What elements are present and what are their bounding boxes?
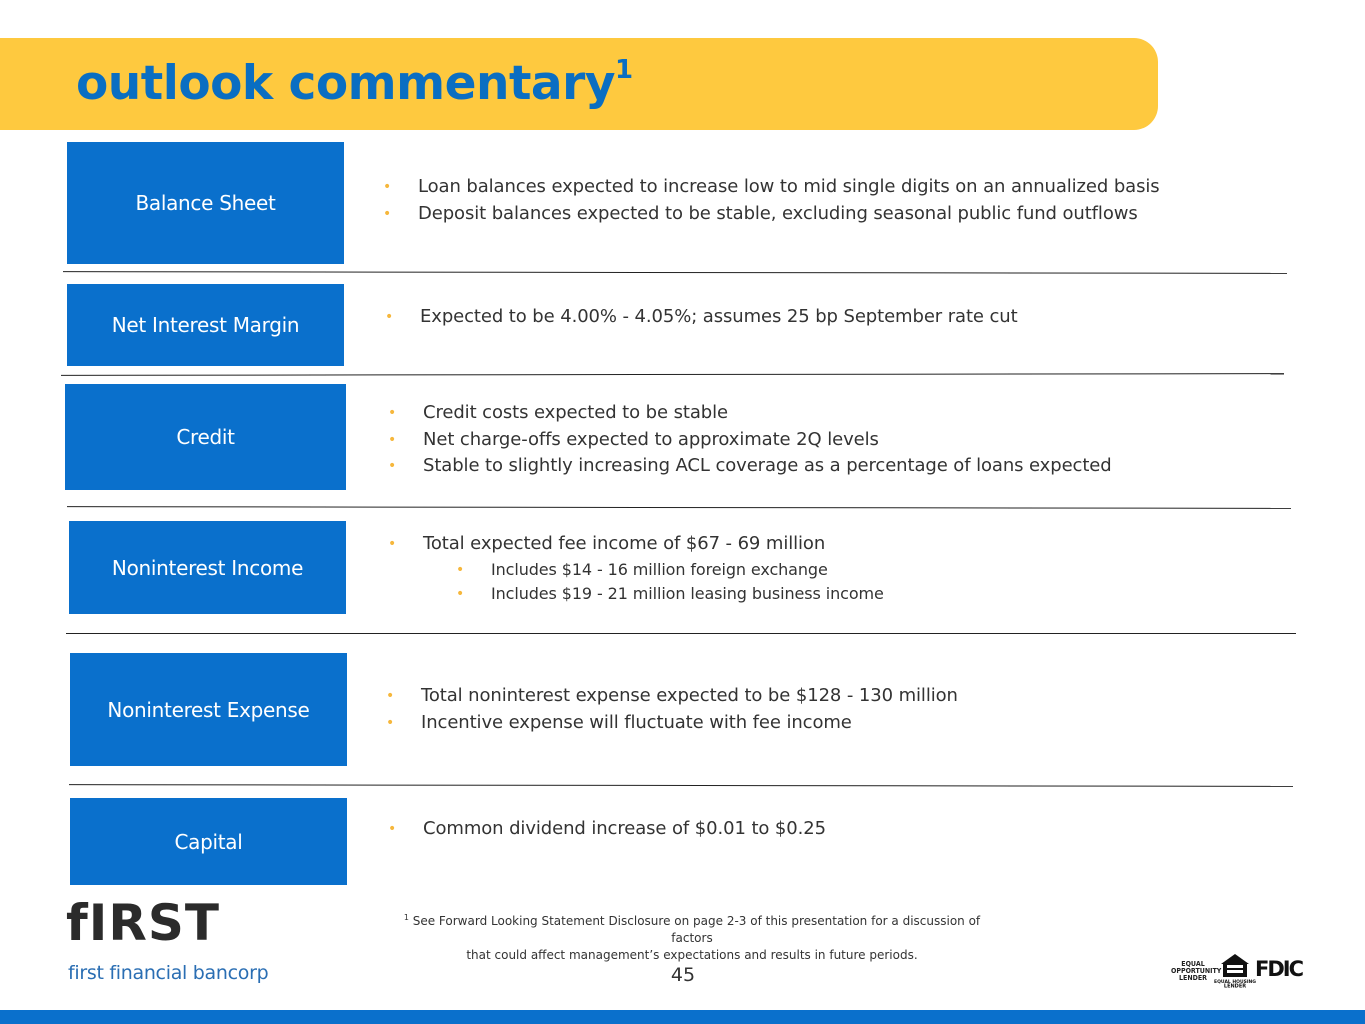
list-item: • Loan balances expected to increase low to mid single digits on an annualized basis — [383, 176, 1160, 197]
company-name: first financial bancorp — [68, 962, 269, 984]
section-label-credit: Credit — [65, 384, 346, 490]
net-interest-margin-bullets — [385, 304, 1018, 331]
noninterest-income-bullets — [388, 531, 884, 606]
list-item: • Common dividend increase of $0.01 to $0.25 — [388, 818, 826, 839]
svg-text:EQUAL HOUSING: EQUAL HOUSING — [1214, 980, 1256, 985]
section-label-balance-sheet: Balance Sheet — [67, 142, 344, 264]
equal-opportunity-lender-badge: EQUAL OPPORTUNITY LENDER — [1171, 960, 1222, 982]
page-number: 45 — [670, 964, 696, 986]
sub-list-item: • Includes $14 - 16 million foreign exchange — [456, 559, 828, 579]
section-divider — [69, 784, 1293, 787]
section-divider — [61, 373, 1284, 376]
equal-housing-lender-icon — [1214, 952, 1256, 990]
section-label-capital: Capital — [70, 798, 347, 885]
page-title: outlook commentary$^1$ — [76, 55, 633, 111]
section-divider — [63, 271, 1287, 274]
section-label-noninterest-income: Noninterest Income — [69, 521, 346, 614]
list-item: • Stable to slightly increasing ACL coverage as a percentage of loans expected — [388, 455, 1112, 476]
list-item: • Net charge-offs expected to approximate 2Q levels — [388, 428, 879, 450]
list-item: • Total expected fee income of $67 - 69 million — [388, 533, 826, 554]
list-item: • Expected to be 4.00% - 4.05%; assumes 25 bp September rate cut — [385, 306, 1018, 327]
fdic-logo: FDIC — [1255, 957, 1303, 981]
section-label-net-interest-margin: Net Interest Margin — [67, 284, 344, 366]
bottom-bar — [0, 1010, 1365, 1024]
svg-text:LENDER: LENDER — [1223, 983, 1247, 990]
section-divider — [67, 506, 1291, 509]
section-label-noninterest-expense: Noninterest Expense — [70, 653, 347, 766]
list-item: • Incentive expense will fluctuate with fee income — [386, 711, 852, 733]
list-item: • Deposit balances expected to be stable, excluding seasonal public fund outflows — [383, 202, 1138, 224]
capital-bullets — [388, 816, 826, 843]
company-logo: fIRST — [66, 894, 220, 952]
noninterest-expense-bullets — [386, 683, 958, 736]
credit-bullets — [388, 400, 1112, 480]
list-item: • Credit costs expected to be stable — [388, 402, 728, 423]
title-footnote-marker: 1 — [614, 55, 633, 86]
balance-sheet-bullets — [383, 174, 1160, 227]
sub-list-item: • Includes $19 - 21 million leasing business income — [456, 583, 884, 603]
section-divider — [66, 633, 1296, 634]
footnote: $^1$ See Forward Looking Statement Disclosure on page 2-3 of this presentation for a discussion of factors that could affect management’s expectations and results in future periods. — [403, 913, 981, 962]
list-item: • Total noninterest expense expected to be $128 - 130 million — [386, 685, 958, 706]
